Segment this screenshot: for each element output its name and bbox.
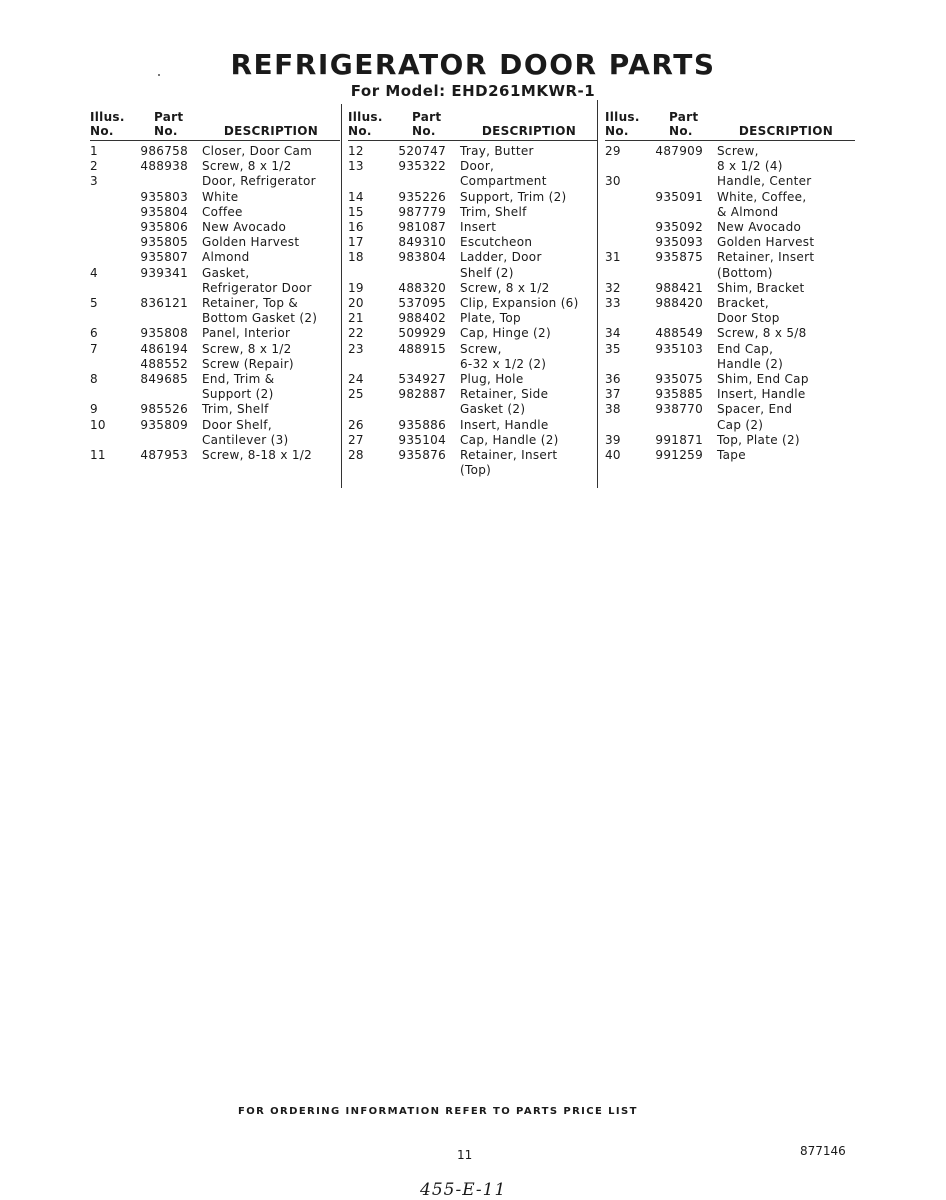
part-number: 520747: [398, 144, 446, 158]
part-description: White, Coffee,: [717, 189, 807, 204]
part-row: [90, 250, 340, 265]
part-number: 935092: [655, 220, 703, 235]
illus-number: 3: [90, 174, 98, 189]
part-row: [348, 220, 598, 235]
part-description: Compartment: [460, 174, 547, 189]
part-description: Screw, 8 x 1/2: [202, 341, 292, 356]
part-description: Retainer, Insert: [460, 448, 558, 463]
part-row: [90, 372, 340, 387]
page-title: REFRIGERATOR DOOR PARTS: [230, 48, 716, 81]
part-header-line1: Part: [154, 110, 184, 124]
illus-number: [605, 418, 647, 433]
part-row: [605, 159, 855, 174]
illus-number: 9: [90, 402, 98, 417]
part-row: [90, 159, 340, 174]
part-number: [132, 281, 202, 296]
part-number: 849310: [398, 235, 446, 250]
part-number: 849685: [140, 372, 188, 387]
part-number: 935093: [655, 235, 703, 250]
part-number: 983804: [398, 250, 446, 265]
part-row: [348, 190, 598, 205]
illus-number: 11: [90, 448, 106, 463]
part-number: [647, 266, 717, 281]
part-description: Cantilever (3): [202, 432, 289, 447]
part-number: 935805: [140, 235, 188, 250]
part-number: 982887: [398, 387, 446, 402]
part-description: Clip, Expansion (6): [460, 296, 579, 311]
part-row: [605, 296, 855, 311]
part-row: [90, 402, 340, 417]
model-subtitle: For Model: EHD261MKWR-1: [350, 82, 596, 100]
illus-number: 2: [90, 159, 98, 174]
part-row: [90, 266, 340, 281]
part-number: 488938: [140, 159, 188, 174]
part-number: 935075: [655, 372, 703, 387]
page-number: 11: [457, 1148, 473, 1162]
illus-number: 29: [605, 144, 621, 158]
part-description: Door, Refrigerator: [202, 174, 316, 189]
part-row: [605, 402, 855, 417]
description-header: DESCRIPTION: [223, 124, 319, 138]
part-description: Insert: [460, 220, 497, 235]
illus-number: [605, 205, 647, 220]
part-number: 988421: [655, 280, 703, 295]
illus-header-line1: Illus.: [90, 110, 125, 124]
part-description: End Cap,: [717, 341, 774, 356]
part-description: Shim, Bracket: [717, 280, 805, 295]
parts-rows: [605, 141, 855, 463]
part-row: [90, 418, 340, 433]
part-row: [605, 448, 855, 463]
part-number: 987779: [398, 204, 446, 219]
illus-number: 5: [90, 296, 98, 311]
illus-number: 23: [348, 341, 364, 356]
illus-header-line1: Illus.: [348, 110, 383, 124]
part-row: [348, 463, 598, 478]
part-number: [647, 311, 717, 326]
part-number: 935803: [140, 189, 188, 204]
part-number: [647, 357, 717, 372]
part-description: Trim, Shelf: [460, 204, 527, 219]
part-number: 486194: [140, 341, 188, 356]
illus-number: [348, 357, 390, 372]
column-header: [348, 104, 598, 141]
part-description: Cap, Handle (2): [460, 432, 559, 447]
part-row: [348, 357, 598, 372]
part-row: [605, 144, 855, 159]
part-description: Plug, Hole: [460, 372, 524, 387]
part-row: [90, 205, 340, 220]
part-number: 935875: [655, 250, 703, 265]
part-number: [390, 174, 460, 189]
part-row: [605, 281, 855, 296]
parts-rows: [90, 141, 340, 463]
illus-number: 39: [605, 432, 621, 447]
parts-column-3: [605, 104, 855, 463]
part-description: 6-32 x 1/2 (2): [460, 356, 547, 371]
part-description: Retainer, Top &: [202, 296, 299, 311]
part-number: 935807: [140, 250, 188, 265]
part-description: Screw,: [460, 341, 502, 356]
part-row: [605, 372, 855, 387]
part-number: 487909: [655, 144, 703, 158]
illus-number: 13: [348, 159, 364, 174]
part-row: [348, 418, 598, 433]
part-description: Insert, Handle: [460, 417, 549, 432]
part-number: 935885: [655, 387, 703, 402]
part-header-line1: Part: [669, 110, 699, 124]
part-description: Screw, 8-18 x 1/2: [202, 448, 313, 463]
part-number: 935808: [140, 326, 188, 341]
illus-number: 17: [348, 235, 364, 250]
part-description: Door Shelf,: [202, 417, 272, 432]
document-number: 877146: [800, 1144, 846, 1158]
part-description: Insert, Handle: [717, 387, 806, 402]
part-description: Top, Plate (2): [717, 432, 800, 447]
part-number: 935091: [655, 189, 703, 204]
illus-number: 21: [348, 311, 364, 326]
part-row: [605, 357, 855, 372]
scan-speck: [158, 74, 160, 76]
part-row: [348, 311, 598, 326]
part-number: [132, 433, 202, 448]
part-row: [348, 402, 598, 417]
illus-header-line2: No.: [90, 124, 114, 138]
illus-number: [90, 433, 132, 448]
part-row: [605, 174, 855, 189]
part-row: [90, 296, 340, 311]
part-row: [348, 342, 598, 357]
part-row: [90, 190, 340, 205]
part-number: 991871: [655, 432, 703, 447]
part-description: Door,: [460, 159, 495, 174]
part-number: 988402: [398, 311, 446, 326]
part-row: [605, 266, 855, 281]
part-row: [348, 159, 598, 174]
part-description: 8 x 1/2 (4): [717, 159, 783, 174]
illus-number: 12: [348, 144, 364, 158]
part-row: [605, 220, 855, 235]
part-row: [90, 220, 340, 235]
illus-number: 32: [605, 280, 621, 295]
part-number: 988420: [655, 296, 703, 311]
part-number: 935806: [140, 220, 188, 235]
part-description: Panel, Interior: [202, 326, 291, 341]
illus-header-line2: No.: [605, 124, 629, 138]
ordering-info-footer: FOR ORDERING INFORMATION REFER TO PARTS PRICE LIST: [238, 1106, 638, 1117]
illus-number: 26: [348, 417, 364, 432]
part-description: Screw,: [717, 144, 759, 158]
part-description: Bottom Gasket (2): [202, 311, 318, 326]
illus-number: 20: [348, 296, 364, 311]
part-number: [647, 205, 717, 220]
illus-number: [605, 357, 647, 372]
part-number: 488552: [140, 356, 188, 371]
part-row: [348, 144, 598, 159]
illus-number: 18: [348, 250, 364, 265]
part-number: 488320: [398, 280, 446, 295]
illus-number: [605, 266, 647, 281]
part-description: Screw, 8 x 5/8: [717, 326, 807, 341]
part-description: Gasket,: [202, 265, 250, 280]
part-row: [348, 433, 598, 448]
part-number: 836121: [140, 296, 188, 311]
part-number: 488549: [655, 326, 703, 341]
part-number: 537095: [398, 296, 446, 311]
part-number: 935322: [398, 159, 446, 174]
part-description: Screw, 8 x 1/2: [202, 159, 292, 174]
part-description: Plate, Top: [460, 311, 521, 326]
illus-header-line2: No.: [348, 124, 372, 138]
part-row: [348, 174, 598, 189]
part-description: Cap, Hinge (2): [460, 326, 551, 341]
illus-number: 25: [348, 387, 364, 402]
illus-number: 6: [90, 326, 98, 341]
part-number: [647, 418, 717, 433]
part-description: Support, Trim (2): [460, 189, 567, 204]
illus-number: 27: [348, 432, 364, 447]
illus-number: 28: [348, 448, 364, 463]
part-row: [605, 387, 855, 402]
part-row: [605, 342, 855, 357]
part-number: 935104: [398, 432, 446, 447]
part-row: [348, 205, 598, 220]
part-header-line1: Part: [412, 110, 442, 124]
illus-number: [605, 220, 647, 235]
part-number: [132, 311, 202, 326]
part-row: [90, 342, 340, 357]
part-description: Golden Harvest: [202, 235, 300, 250]
illus-number: 22: [348, 326, 364, 341]
part-description: New Avocado: [202, 220, 287, 235]
part-number: 935226: [398, 189, 446, 204]
column-divider: [341, 104, 342, 488]
illus-number: 34: [605, 326, 621, 341]
part-number: [647, 174, 717, 189]
part-row: [605, 235, 855, 250]
part-number: [390, 463, 460, 478]
part-description: Cap (2): [717, 417, 764, 432]
part-description: Spacer, End: [717, 402, 793, 417]
parts-column-2: [348, 104, 598, 478]
illus-number: [90, 357, 132, 372]
illus-number: 35: [605, 341, 621, 356]
part-description: Almond: [202, 250, 250, 265]
part-row: [90, 235, 340, 250]
illus-number: 8: [90, 372, 98, 387]
part-row: [348, 281, 598, 296]
part-number: 488915: [398, 341, 446, 356]
illus-number: [90, 235, 132, 250]
part-header-line2: No.: [669, 124, 693, 138]
illus-number: [348, 402, 390, 417]
illus-number: [90, 250, 132, 265]
illus-number: [90, 387, 132, 402]
part-description: Golden Harvest: [717, 235, 815, 250]
part-row: [348, 250, 598, 265]
illus-number: [348, 174, 390, 189]
part-header-line2: No.: [412, 124, 436, 138]
part-description: Retainer, Side: [460, 387, 549, 402]
part-description: Door Stop: [717, 311, 780, 326]
part-number: 935886: [398, 417, 446, 432]
part-row: [605, 326, 855, 341]
part-description: Screw, 8 x 1/2: [460, 280, 550, 295]
illus-number: [605, 190, 647, 205]
part-description: Coffee: [202, 204, 243, 219]
part-description: Shim, End Cap: [717, 372, 809, 387]
part-description: Ladder, Door: [460, 250, 542, 265]
part-number: 935809: [140, 417, 188, 432]
part-description: Tape: [717, 448, 746, 463]
part-description: Support (2): [202, 387, 274, 402]
part-row: [605, 433, 855, 448]
part-number: [647, 159, 717, 174]
part-number: [132, 387, 202, 402]
part-number: 985526: [140, 402, 188, 417]
part-row: [348, 326, 598, 341]
column-header: [605, 104, 855, 141]
part-description: Trim, Shelf: [202, 402, 269, 417]
illus-number: 16: [348, 220, 364, 235]
illus-number: 36: [605, 372, 621, 387]
illus-number: [90, 311, 132, 326]
part-number: [132, 174, 202, 189]
illus-header-line1: Illus.: [605, 110, 640, 124]
part-number: 939341: [140, 265, 188, 280]
part-row: [348, 266, 598, 281]
part-number: 487953: [140, 448, 188, 463]
illus-number: 19: [348, 280, 364, 295]
illus-number: [605, 311, 647, 326]
part-description: (Top): [460, 463, 492, 478]
illus-number: 40: [605, 448, 621, 463]
part-row: [348, 448, 598, 463]
illus-number: 31: [605, 250, 621, 265]
illus-number: 37: [605, 387, 621, 402]
part-description: White: [202, 189, 239, 204]
illus-number: 24: [348, 372, 364, 387]
part-description: Refrigerator Door: [202, 280, 312, 295]
illus-number: 30: [605, 174, 621, 189]
illus-number: 38: [605, 402, 621, 417]
handwritten-note: 455-E-11: [420, 1180, 507, 1200]
part-description: Bracket,: [717, 296, 769, 311]
part-row: [90, 357, 340, 372]
illus-number: 4: [90, 265, 98, 280]
part-description: Screw (Repair): [202, 356, 294, 371]
part-header-line2: No.: [154, 124, 178, 138]
part-row: [348, 387, 598, 402]
part-row: [90, 433, 340, 448]
part-description: End, Trim &: [202, 372, 275, 387]
part-description: Tray, Butter: [460, 144, 534, 158]
part-number: 935103: [655, 341, 703, 356]
illus-number: [90, 220, 132, 235]
illus-number: 15: [348, 204, 364, 219]
part-row: [605, 190, 855, 205]
part-number: 534927: [398, 372, 446, 387]
part-row: [90, 387, 340, 402]
part-row: [605, 250, 855, 265]
description-header: DESCRIPTION: [481, 124, 577, 138]
illus-number: [90, 205, 132, 220]
part-number: [390, 357, 460, 372]
part-description: Shelf (2): [460, 265, 514, 280]
illus-number: 7: [90, 341, 98, 356]
part-description: Escutcheon: [460, 235, 533, 250]
part-number: 509929: [398, 326, 446, 341]
part-row: [90, 311, 340, 326]
part-number: [390, 266, 460, 281]
part-row: [90, 326, 340, 341]
part-description: Handle (2): [717, 356, 784, 371]
parts-column-1: [90, 104, 340, 463]
part-number: 935804: [140, 204, 188, 219]
part-description: New Avocado: [717, 220, 802, 235]
part-number: 938770: [655, 402, 703, 417]
part-number: 981087: [398, 220, 446, 235]
part-row: [90, 281, 340, 296]
illus-number: [90, 281, 132, 296]
part-row: [605, 418, 855, 433]
illus-number: [90, 190, 132, 205]
illus-number: 1: [90, 144, 98, 158]
part-description: Closer, Door Cam: [202, 144, 313, 158]
part-row: [348, 296, 598, 311]
part-description: & Almond: [717, 204, 779, 219]
illus-number: 14: [348, 189, 364, 204]
illus-number: [605, 159, 647, 174]
part-row: [605, 311, 855, 326]
part-row: [90, 448, 340, 463]
illus-number: 10: [90, 417, 106, 432]
part-number: [390, 402, 460, 417]
illus-number: [348, 463, 390, 478]
illus-number: [348, 266, 390, 281]
parts-rows: [348, 141, 598, 478]
part-row: [90, 144, 340, 159]
part-row: [348, 235, 598, 250]
part-number: 991259: [655, 448, 703, 463]
part-description: Handle, Center: [717, 174, 812, 189]
part-description: Gasket (2): [460, 402, 526, 417]
part-row: [90, 174, 340, 189]
part-number: 935876: [398, 448, 446, 463]
illus-number: 33: [605, 296, 621, 311]
part-row: [348, 372, 598, 387]
column-header: [90, 104, 340, 141]
part-description: (Bottom): [717, 265, 773, 280]
description-header: DESCRIPTION: [738, 124, 834, 138]
illus-number: [605, 235, 647, 250]
part-row: [605, 205, 855, 220]
part-description: Retainer, Insert: [717, 250, 815, 265]
part-number: 986758: [140, 144, 188, 158]
